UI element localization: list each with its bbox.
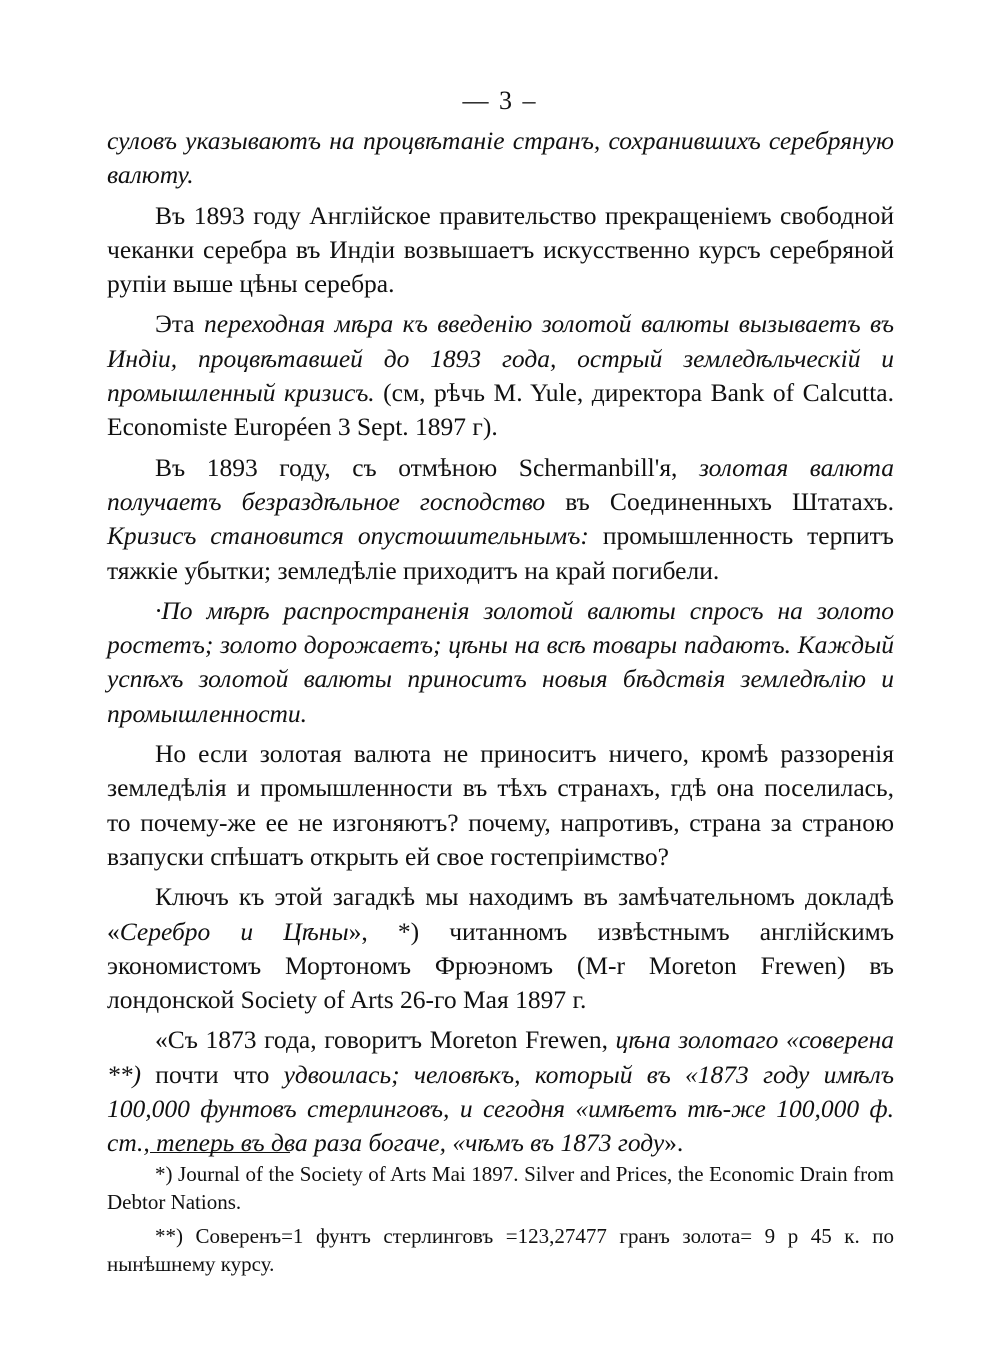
page-number-header: — 3 – — [462, 86, 538, 115]
italic-segment: переходная мѣра къ введенію золотой валюты вызываетъ въ Индіи, процвѣтавшей до 1893 года, острый земледѣльческій и промышленный кризисъ. — [107, 309, 894, 408]
italic-segment: золотая валюта получаетъ безраздѣльное господство — [107, 452, 894, 516]
paragraph — [107, 307, 894, 444]
text-segment: Въ 1893 году Англійское правительство прекращеніемъ свободной чеканки серебра въ Индіи возвышаетъ искусственно курсъ серебряной рупіи выше цѣны серебра. — [107, 200, 894, 299]
text-segment: Ключъ къ этой загадкѣ мы находимъ въ замѣчательномъ докладѣ « — [107, 882, 894, 946]
paragraph — [107, 737, 894, 874]
text-segment: въ Соединенныхъ Штатахъ. — [545, 486, 894, 516]
italic-segment: Серебро и Цѣны — [119, 916, 349, 946]
text-segment: (см, рѣчь M. Yule, директора Bank of Calcutta. Economiste Européen 3 Sept. 1897 г). — [107, 378, 894, 442]
text-segment: «Съ 1873 года, говоритъ Moreton Frewen, — [155, 1025, 616, 1055]
paragraph — [107, 124, 894, 193]
italic-segment: суловъ указываютъ на процвѣтаніе странъ, сохранившихъ серебряную валюту. — [107, 126, 894, 190]
paragraph — [107, 1023, 894, 1160]
main-text — [107, 124, 894, 1167]
paragraph — [107, 451, 894, 588]
footnote-divider — [150, 1152, 290, 1153]
footnote: *) Journal of the Society of Arts Mai 1897. Silver and Prices, the Economic Drain from Debtor Nations. — [107, 1162, 894, 1214]
footnotes — [107, 1160, 894, 1284]
footnote: **) Совеpенъ=1 фунтъ стерлинговъ =123,27477 гранъ золота= 9 р 45 к. по нынѣшнему курсу. — [107, 1224, 894, 1276]
paragraph — [107, 880, 894, 1017]
text-segment: промышленность терпитъ тяжкіе убытки; земледѣліе приходитъ на край погибели. — [107, 521, 894, 585]
text-segment: ». — [664, 1128, 684, 1158]
italic-segment: Кризисъ становится опустошительнымъ: — [107, 521, 589, 551]
text-segment: Въ 1893 году, съ отмѣною Schermanbill'я, — [155, 452, 699, 482]
paragraph — [107, 199, 894, 302]
text-segment: Но если золотая валюта не приноситъ ничего, кромѣ раззоренія земледѣлія и промышленности въ тѣхъ странахъ, гдѣ она поселилась, то почему-же ее не изгоняютъ? почему, напротивъ, страна за страною взапуски спѣшатъ открыть ей свое гостепріимство? — [107, 739, 894, 871]
paragraph — [107, 594, 894, 731]
text-segment: почти что — [141, 1059, 284, 1089]
text-segment: Эта — [155, 309, 205, 339]
text-segment: », *) читанномъ извѣстнымъ англійскимъ экономистомъ Мортономъ Фрюэномъ (M-r Moreton Frewen) въ лондонской Society of Arts 26-го Мая 1897 г. — [107, 916, 895, 1015]
italic-segment: удвоилась; человѣкъ, который въ «1873 году имѣлъ 100,000 фунтовъ стерлинговъ, и сегодня «имѣетъ тѣ-же 100,000 ф. ст., теперь въ два раза богаче, «чѣмъ въ 1873 году — [107, 1059, 895, 1158]
italic-segment: цѣна золотаго «соверена **) — [107, 1025, 894, 1089]
italic-segment: ·По мѣрѣ распространенія золотой валюты спросъ на золото ростетъ; золото дорожаетъ; цѣны на всѣ товары падаютъ. Каждый успѣхъ золотой валюты приноситъ новыя бѣдствія земледѣлію и промышленности. — [107, 595, 894, 728]
